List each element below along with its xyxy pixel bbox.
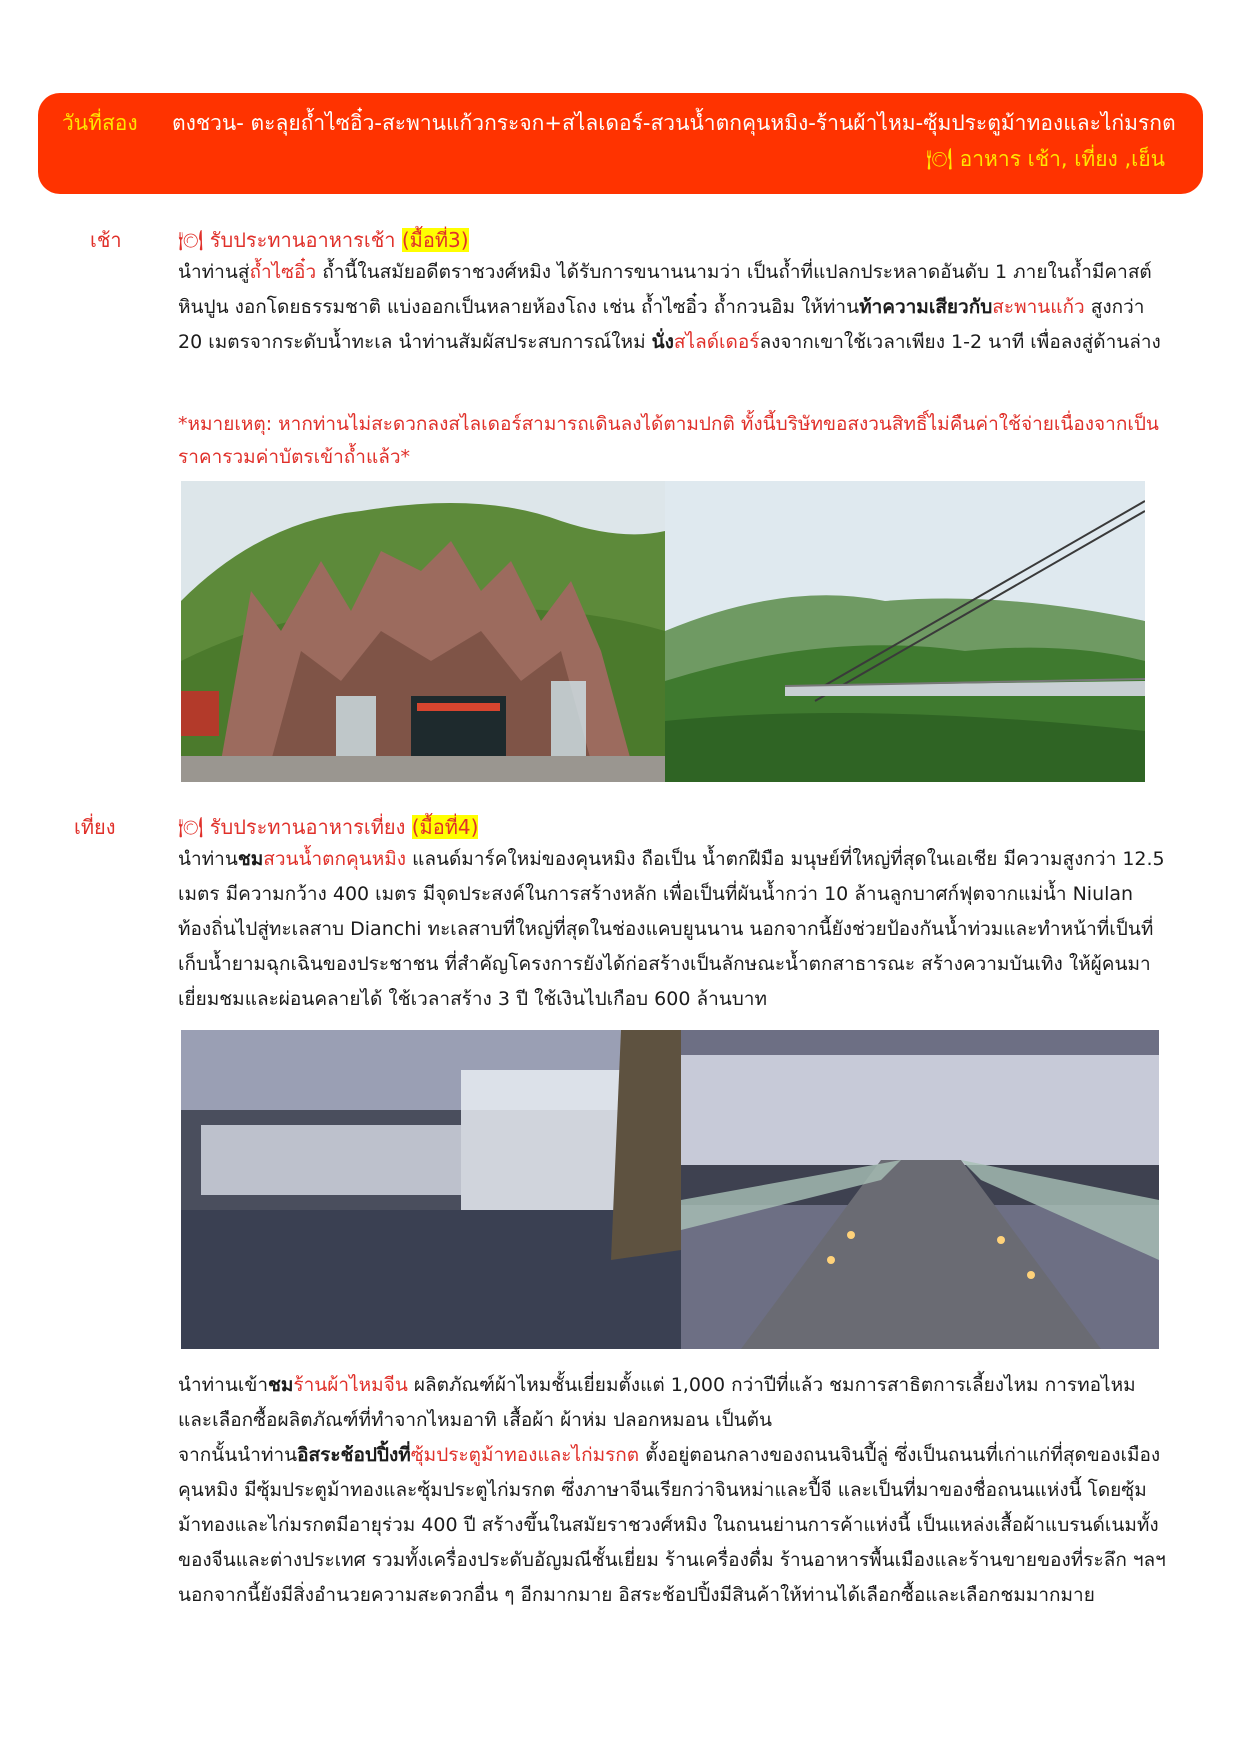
- meal-icon: 🍽: [926, 147, 953, 171]
- meals-text: อาหาร เช้า, เที่ยง ,เย็น: [959, 147, 1165, 171]
- cave-description: นำท่านสู่ถ้ำไซอิ๋ว ถ้ำนี้ในสมัยอดีตราชวงศ์หมิง ได้รับการขนานนามว่า เป็นถ้ำที่แปลกประหลาดอันดับ 1 ภายในถ้ำมีคาสต์หินปูน งอกโดยธรรมชาติ แบ่งออกเป็นหลายห้องโถง เช่น ถ้ำไซอิ๋ว ถ้ำกวนอิม ให้ท่านท้าความเสียวกับสะพานแก้ว สูงกว่า 20 เมตรจากระดับน้ำทะเล นำท่านสัมผัสประสบการณ์ใหม่ นั่งสไลด์เดอร์ลงจากเขาใช้เวลาเพียง 1-2 นาที เพื่อลงสู่ด้านล่าง: [178, 261, 1161, 353]
- cave-entrance-photo: [181, 481, 665, 782]
- day-title: วันที่สอง: [62, 111, 138, 135]
- shopping-street-description: จากนั้นนำท่านอิสระช้อปปิ้งที่ซุ้มประตูม้าทองและไก่มรกต ตั้งอยู่ตอนกลางของถนนจินปี้ลู่ ซึ่งเป็นถนนที่เก่าแก่ที่สุดของเมืองคุนหมิง มีซุ้มประตูม้าทองและซุ้มประตูไก่มรกต ซึ่งภาษาจีนเรียกว่าจินหม่าและปี้จี และเป็นที่มาของชื่อถนนแห่งนี้ โดยซุ้มม้าทองและไก่มรกตมีอายุร่วม 400 ปี สร้างขึ้นในสมัยราชวงศ์หมิง ในถนนย่านการค้าแห่งนี้ เป็นแหล่งเสื้อผ้าแบรนด์เนมทั้งของจีนและต่างประเทศ รวมทั้งเครื่องประดับอัญมณีชั้นเยี่ยม ร้านเครื่องดื่ม ร้านอาหารพื้นเมืองและร้านขายของที่ระลึก ฯลฯ นอกจากนี้ยังมีสิ่งอำนวยความสะดวกอื่น ๆ อีกมากมาย อิสระช้อปปิ้งมีสินค้าให้ท่านได้เลือกซื้อและเลือกชมมากมาย: [178, 1444, 1166, 1606]
- silk-shop-description: นำท่านเข้าชมร้านผ้าไหมจีน ผลิตภัณฑ์ผ้าไหมชั้นเยี่ยมตั้งแต่ 1,000 กว่าปีที่แล้ว ชมการสาธิตการเลี้ยงไหม การทอไหม และเลือกซื้อผลิตภัณฑ์ที่ทำจากไหมอาทิ เสื้อผ้า ผ้าห่ม ปลอกหมอน เป็นต้น: [178, 1374, 1136, 1431]
- route-title: ตงชวน- ตะลุยถ้ำไซอิ๋ว-สะพานแก้วกระจก+สไลเดอร์-สวนน้ำตกคุนหมิง-ร้านผ้าไหม-ซุ้มประตูม้าทองและไก่มรกต: [172, 111, 1176, 135]
- morning-label: เช้า: [90, 228, 122, 252]
- breakfast-line: [178, 224, 469, 256]
- slider-note: *หมายเหตุ: หากท่านไม่สะดวกลงสไลเดอร์สามารถเดินลงได้ตามปกติ ทั้งนี้บริษัทขอสงวนสิทธิ์ไม่คืนค่าใช้จ่ายเนื่องจากเป็นราคารวมค่าบัตรเข้าถ้ำแล้ว*: [178, 413, 1159, 468]
- lunch-label: เที่ยง: [74, 815, 116, 839]
- meal-icon: 🍽: [178, 228, 204, 252]
- waterfall-walkway-photo: [681, 1030, 1159, 1349]
- breakfast-text: รับประทานอาหารเช้า: [209, 228, 396, 252]
- lunch-meal-number: (มื้อที่4): [411, 815, 479, 839]
- meal-icon: 🍽: [178, 815, 204, 839]
- lunch-line: [178, 811, 478, 843]
- waterfall-description: นำท่านชมสวนน้ำตกคุนหมิง แลนด์มาร์คใหม่ของคุนหมิง ถือเป็น น้ำตกฝีมือ มนุษย์ที่ใหญ่ที่สุดในเอเชีย มีความสูงกว่า 12.5 เมตร มีความกว้าง 400 เมตร มีจุดประสงค์ในการสร้างหลัก เพื่อเป็นที่ผันน้ำกว่า 10 ล้านลูกบาศก์ฟุตจากแม่น้ำ Niulan ท้องถิ่นไปสู่ทะเลสาบ Dianchi ทะเลสาบที่ใหญ่ที่สุดในช่องแคบยูนนาน นอกจากนี้ยังช่วยป้องกันน้ำท่วมและทำหน้าที่เป็นที่เก็บน้ำยามฉุกเฉินของประชาชน ที่สำคัญโครงการยังได้ก่อสร้างเป็นลักษณะน้ำตกสาธารณะ สร้างความบันเทิง ให้ผู้คนมาเยี่ยมชมและผ่อนคลายได้ ใช้เวลาสร้าง 3 ปี ใช้เงินไปเกือบ 600 ล้านบาท: [178, 848, 1165, 1010]
- breakfast-meal-number: (มื้อที่3): [401, 228, 469, 252]
- lunch-text: รับประทานอาหารเที่ยง: [209, 815, 406, 839]
- meals-summary: [926, 143, 1165, 176]
- glass-bridge-photo: [665, 481, 1145, 782]
- day-header-banner: [38, 93, 1203, 194]
- waterfall-photo-left: [181, 1030, 681, 1349]
